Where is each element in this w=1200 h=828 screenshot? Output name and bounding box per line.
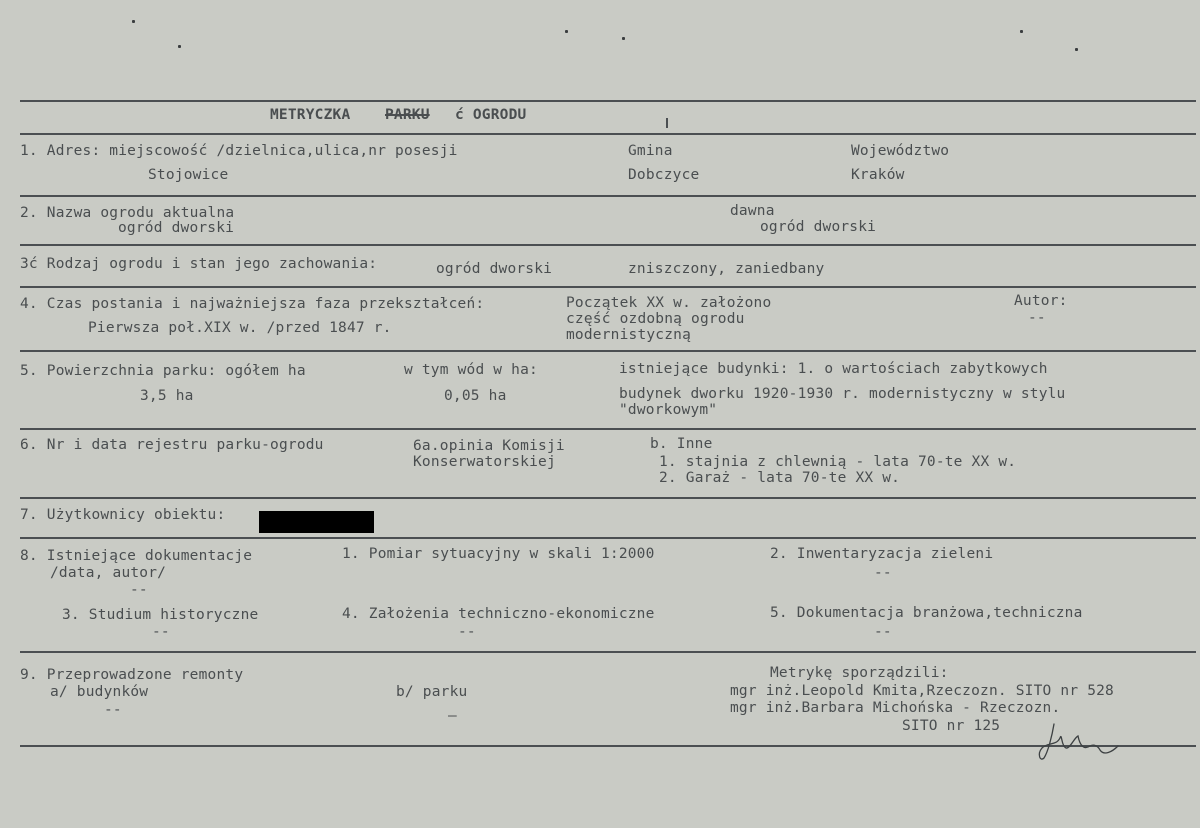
documentation-label-dash: -- <box>130 582 148 598</box>
documentation-label-line-1: 8. Istniejące dokumentacje <box>20 548 253 564</box>
scan-speck <box>178 45 181 48</box>
scan-speck <box>132 20 135 23</box>
title-struck-word: PARKU <box>385 107 430 123</box>
garden-name-former-label: dawna <box>730 203 775 219</box>
prepared-by-author-2-cont: SITO nr 125 <box>902 718 1001 734</box>
rule-top <box>20 100 1196 102</box>
doc-item-5: 5. Dokumentacja branżowa,techniczna <box>770 605 1083 621</box>
rule <box>20 286 1196 288</box>
other-label: b. Inne <box>650 436 713 452</box>
garden-type-label: 3ć Rodzaj ogrodu i stan jego zachowania: <box>20 256 378 272</box>
cursor-mark <box>666 118 668 128</box>
area-label: 5. Powierzchnia parku: ogółem ha <box>20 363 306 379</box>
doc-item-4-value: -- <box>458 624 476 640</box>
renovations-label: 9. Przeprowadzone remonty <box>20 667 244 683</box>
scan-speck <box>1075 48 1078 51</box>
buildings-line-2: budynek dworku 1920-1930 r. modernistyczny w stylu <box>619 386 1066 402</box>
prepared-by-label: Metrykę sporządzili: <box>770 665 949 681</box>
rule <box>20 497 1196 499</box>
doc-item-2-value: -- <box>874 565 892 581</box>
origin-label: 4. Czas postania i najważniejsza faza przekształceń: <box>20 296 485 312</box>
garden-name-former: ogród dworski <box>760 219 877 235</box>
water-area-label: w tym wód w ha: <box>404 362 538 378</box>
origin-value: Pierwsza poł.XIX w. /przed 1847 r. <box>88 320 392 336</box>
renovations-buildings-value: -- <box>104 702 122 718</box>
renovations-park-value: — <box>448 708 457 724</box>
handwritten-signature <box>1034 716 1124 766</box>
phase-line-2: część ozdobną ogrodu <box>566 311 745 327</box>
rule <box>20 651 1196 653</box>
rule <box>20 244 1196 246</box>
locality-value: Stojowice <box>148 167 229 183</box>
register-label: 6. Nr i data rejestru parku-ogrodu <box>20 437 324 453</box>
gmina-label: Gmina <box>628 143 673 159</box>
address-label: 1. Adres: miejscowość /dzielnica,ulica,nr posesji <box>20 143 458 159</box>
voivodeship-value: Kraków <box>851 167 905 183</box>
garden-type-value: ogród dworski <box>436 261 553 277</box>
doc-item-4: 4. Założenia techniczno-ekonomiczne <box>342 606 655 622</box>
author-label: Autor: <box>1014 293 1068 309</box>
title-part2: ć OGRODU <box>455 107 527 123</box>
phase-line-1: Początek XX w. założono <box>566 295 772 311</box>
other-item-1: 1. stajnia z chlewnią - lata 70-te XX w. <box>659 454 1017 470</box>
voivodeship-label: Województwo <box>851 143 950 159</box>
redaction-box <box>259 511 374 533</box>
doc-item-2: 2. Inwentaryzacja zieleni <box>770 546 994 562</box>
scan-speck <box>1020 30 1023 33</box>
rule <box>20 428 1196 430</box>
prepared-by-author-2: mgr inż.Barbara Michońska - Rzeczozn. <box>730 700 1061 716</box>
scan-speck <box>565 30 568 33</box>
commission-opinion-line-1: 6a.opinia Komisji <box>413 438 565 454</box>
garden-name-label: 2. Nazwa ogrodu aktualna <box>20 205 235 221</box>
phase-line-3: modernistyczną <box>566 327 692 343</box>
doc-item-3: 3. Studium historyczne <box>62 607 259 623</box>
renovations-park-label: b/ parku <box>396 684 468 700</box>
commission-opinion-line-2: Konserwatorskiej <box>413 454 556 470</box>
rule <box>20 350 1196 352</box>
other-item-2: 2. Garaż - lata 70-te XX w. <box>659 470 901 486</box>
rule <box>20 195 1196 197</box>
doc-item-3-value: -- <box>152 624 170 640</box>
doc-item-5-value: -- <box>874 624 892 640</box>
rule-bottom <box>20 745 1196 747</box>
author-value: -- <box>1028 310 1046 326</box>
doc-item-1: 1. Pomiar sytuacyjny w skali 1:2000 <box>342 546 655 562</box>
scan-speck <box>622 37 625 40</box>
users-label: 7. Użytkownicy obiektu: <box>20 507 226 523</box>
rule <box>20 537 1196 539</box>
buildings-line-3: "dworkowym" <box>619 402 718 418</box>
garden-name-current: ogród dworski <box>118 220 235 236</box>
rule <box>20 133 1196 135</box>
prepared-by-author-1: mgr inż.Leopold Kmita,Rzeczozn. SITO nr 528 <box>730 683 1114 699</box>
gmina-value: Dobczyce <box>628 167 700 183</box>
documentation-label-line-2: /data, autor/ <box>50 565 167 581</box>
buildings-line-1: istniejące budynki: 1. o wartościach zabytkowych <box>619 361 1048 377</box>
title-part1: METRYCZKA <box>270 107 351 123</box>
renovations-buildings-label: a/ budynków <box>50 684 149 700</box>
water-area-value: 0,05 ha <box>444 388 507 404</box>
condition-value: zniszczony, zaniedbany <box>628 261 825 277</box>
area-value: 3,5 ha <box>140 388 194 404</box>
